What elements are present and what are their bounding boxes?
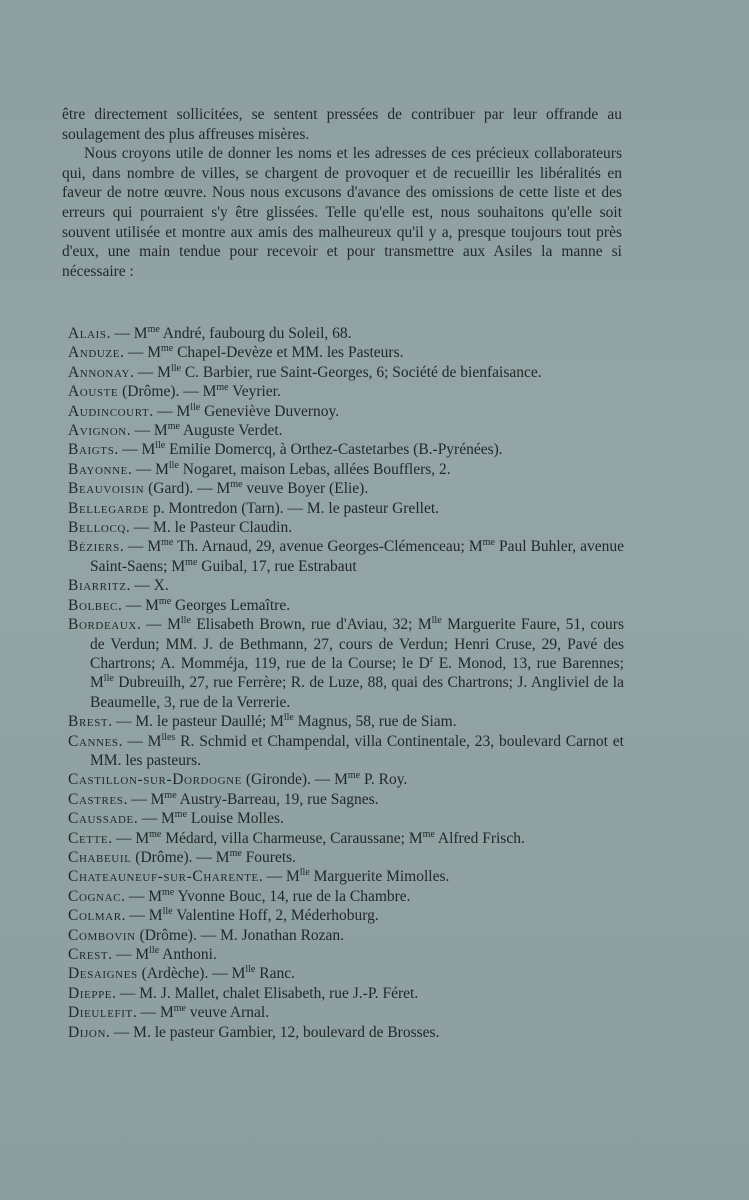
entry-details: . — $M^{lle}$ C. Barbier, rue Saint-Georges, 6; Société de bienfaisance.: [130, 362, 542, 381]
place-name: Caussade: [68, 810, 134, 828]
list-item: [68, 867, 624, 886]
place-name: Béziers: [68, 538, 120, 556]
entry-details: (Drôme). — $M^{me}$ Fourets.: [131, 847, 297, 866]
list-item: [68, 732, 624, 771]
intro-paragraph-1: être directement sollicitées, se sentent pressées de contribuer par leur offrande au soulagement des plus affreuses misères.: [62, 106, 622, 143]
place-name: Chateauneuf-sur-Charente: [68, 868, 259, 886]
place-name: Alais: [68, 325, 107, 342]
list-item: [68, 382, 624, 401]
place-name: Anduze: [68, 344, 121, 362]
list-item: [68, 499, 624, 518]
list-item: [68, 576, 624, 595]
entry-details: . — $M^{lle}$ Emilie Domercq, à Orthez-Castetarbes (B.-Pyrénées).: [114, 440, 503, 459]
place-name: Baigts: [68, 441, 115, 459]
list-item: [68, 460, 624, 479]
list-item: [68, 770, 624, 789]
place-name: Annonay: [68, 363, 131, 381]
place-name: Dieppe: [68, 984, 113, 1002]
entry-details: p. Montredon (Tarn). — M. le pasteur Grellet.: [149, 499, 440, 517]
list-item: [68, 945, 624, 964]
intro-text: [62, 105, 622, 281]
place-name: Bordeaux: [68, 616, 137, 634]
entry-details: . — $M^{me}$ Médard, villa Charmeuse, Caraussane; $M^{me}$ Alfred Frisch.: [108, 828, 525, 847]
entry-details: (Ardèche). — $M^{lle}$ Ranc.: [137, 964, 295, 983]
place-name: Cognac: [68, 887, 122, 905]
place-name: Bayonne: [68, 460, 128, 478]
list-item: [68, 964, 624, 983]
place-name: Biarritz: [68, 577, 127, 595]
place-name: Cannes: [68, 732, 119, 750]
place-name: Cette: [68, 829, 109, 847]
list-item: [68, 343, 624, 362]
entry-details: . — $M^{me}$ Th. Arnaud, 29, avenue Georges-Clémenceau; $M^{me}$ Paul Buhler, avenue Saint-Saens; $M^{me}$ Guibal, 17, rue Estrabaut: [90, 537, 624, 575]
place-name: Bellocq: [68, 519, 126, 537]
correspondents-list: [68, 324, 624, 1042]
list-item: [68, 402, 624, 421]
place-name: Aouste: [68, 383, 119, 401]
place-name: Bellegarde: [68, 499, 150, 517]
entry-details: (Drôme). — M. Jonathan Rozan.: [135, 926, 345, 944]
place-name: Crest: [68, 946, 109, 963]
entry-details: . — M. le pasteur Gambier, 12, boulevard de Brosses.: [106, 1023, 440, 1041]
entry-details: . — M. J. Mallet, chalet Elisabeth, rue J.-P. Féret.: [112, 984, 419, 1002]
entry-details: . — $M^{lle}$ Geneviève Duvernoy.: [149, 401, 340, 420]
list-item: [68, 518, 624, 537]
list-item: [68, 926, 624, 945]
entry-details: . — M. le Pasteur Claudin.: [125, 519, 293, 537]
place-name: Combovin: [68, 926, 136, 944]
entry-details: . — $M^{lle}$ Valentine Hoff, 2, Méderhoburg.: [121, 906, 379, 925]
place-name: Bolbec: [68, 596, 118, 614]
list-item: [68, 906, 624, 925]
place-name: Avignon: [68, 422, 127, 440]
entry-details: . — $M^{lle}$ Nogaret, maison Lebas, allées Boufflers, 2.: [127, 459, 451, 478]
entry-details: . — $M^{me}$ Louise Molles.: [133, 809, 284, 828]
entry-details: . — M. le pasteur Daullé; $M^{lle}$ Magnus, 58, rue de Siam.: [108, 711, 457, 731]
list-item: [68, 712, 624, 731]
entry-details: . — $M^{me}$ Georges Lemaître.: [118, 595, 291, 614]
entry-details: . — $M^{me}$ Auguste Verdet.: [126, 420, 283, 440]
place-name: Chabeuil: [68, 848, 132, 866]
place-name: Colmar: [68, 907, 122, 925]
place-name: Audincourt: [68, 402, 150, 420]
entry-details: . — $M^{me}$ Yvonne Bouc, 14, rue de la Chambre.: [121, 886, 411, 905]
entry-details: . — $M^{me}$ André, faubourg du Soleil, 68.: [106, 323, 352, 342]
entry-details: . — $M^{lle}$ Anthoni.: [108, 944, 217, 963]
entry-details: . — $M^{lle}$ Marguerite Mimolles.: [258, 867, 450, 886]
place-name: Beauvoisin: [68, 480, 145, 498]
list-item: [68, 1003, 624, 1022]
entry-details: . — X.: [126, 577, 169, 595]
list-item: [68, 479, 624, 498]
list-item: [68, 615, 624, 712]
list-item: [68, 537, 624, 576]
entry-details: (Gironde). — $M^{me}$ P. Roy.: [242, 770, 408, 789]
place-name: Castillon-sur-Dordogne: [68, 771, 242, 789]
entry-details: . — $M^{lle}$ Elisabeth Brown, rue d'Aviau, 32; $M^{lle}$ Marguerite Faure, 51, cours de Verdun; MM. J. de Bethmann, 27, cours de Verdun; Henri Cruse, 29, Pavé des Chartrons; A. Momméja, 119, rue de la Course; le $D^r$ E. Monod, 13, rue Barennes; $M^{lle}$ Dubreuilh, 27, rue Ferrère; R. de Luze, 88, quai des Chartrons; J. Angliviel de la Beaumelle, 3, rue de la Verrerie.: [90, 614, 624, 711]
entry-details: . — $M^{me}$ Chapel-Devèze et MM. les Pasteurs.: [120, 343, 404, 362]
place-name: Dijon: [68, 1023, 107, 1041]
list-item: [68, 421, 624, 440]
list-item: [68, 440, 624, 459]
list-item: [68, 848, 624, 867]
place-name: Castres: [68, 790, 124, 808]
list-item: [68, 887, 624, 906]
entry-details: (Gard). — $M^{me}$ veuve Boyer (Elie).: [144, 479, 369, 498]
list-item: [68, 324, 624, 343]
entry-details: . — $M^{me}$ Austry-Barreau, 19, rue Sagnes.: [123, 789, 379, 808]
list-item: [68, 829, 624, 848]
entry-details: . — $M^{lles}$ R. Schmid et Champendal, villa Continentale, 23, boulevard Carnot et MM. les pasteurs.: [90, 731, 624, 769]
list-item: [68, 984, 624, 1003]
entry-details: (Drôme). — $M^{me}$ Veyrier.: [118, 382, 281, 401]
intro-paragraph-2: Nous croyons utile de donner les noms et les adresses de ces précieux collaborateurs qui, dans nombre de villes, se chargent de provoquer et de recueillir les libéralités en faveur de notre œuvre. Nous nous excusons d'avance des omissions de cette liste et des erreurs qui pourraient s'y être glissées. Telle qu'elle est, nous souhaitons qu'elle soit souvent utilisée et montre aux amis des malheureux qu'il y a, presque toujours tout près d'eux, une main tendue pour recevoir et pour transmettre aux Asiles la manne si nécessaire :: [62, 145, 622, 280]
place-name: Desaignes: [68, 965, 138, 983]
list-item: [68, 809, 624, 828]
place-name: Brest: [68, 713, 109, 731]
list-item: [68, 1023, 624, 1042]
list-item: [68, 790, 624, 809]
entry-details: . — $M^{me}$ veuve Arnal.: [132, 1003, 270, 1022]
place-name: Dieulefit: [68, 1004, 133, 1022]
list-item: [68, 596, 624, 615]
list-item: [68, 363, 624, 382]
